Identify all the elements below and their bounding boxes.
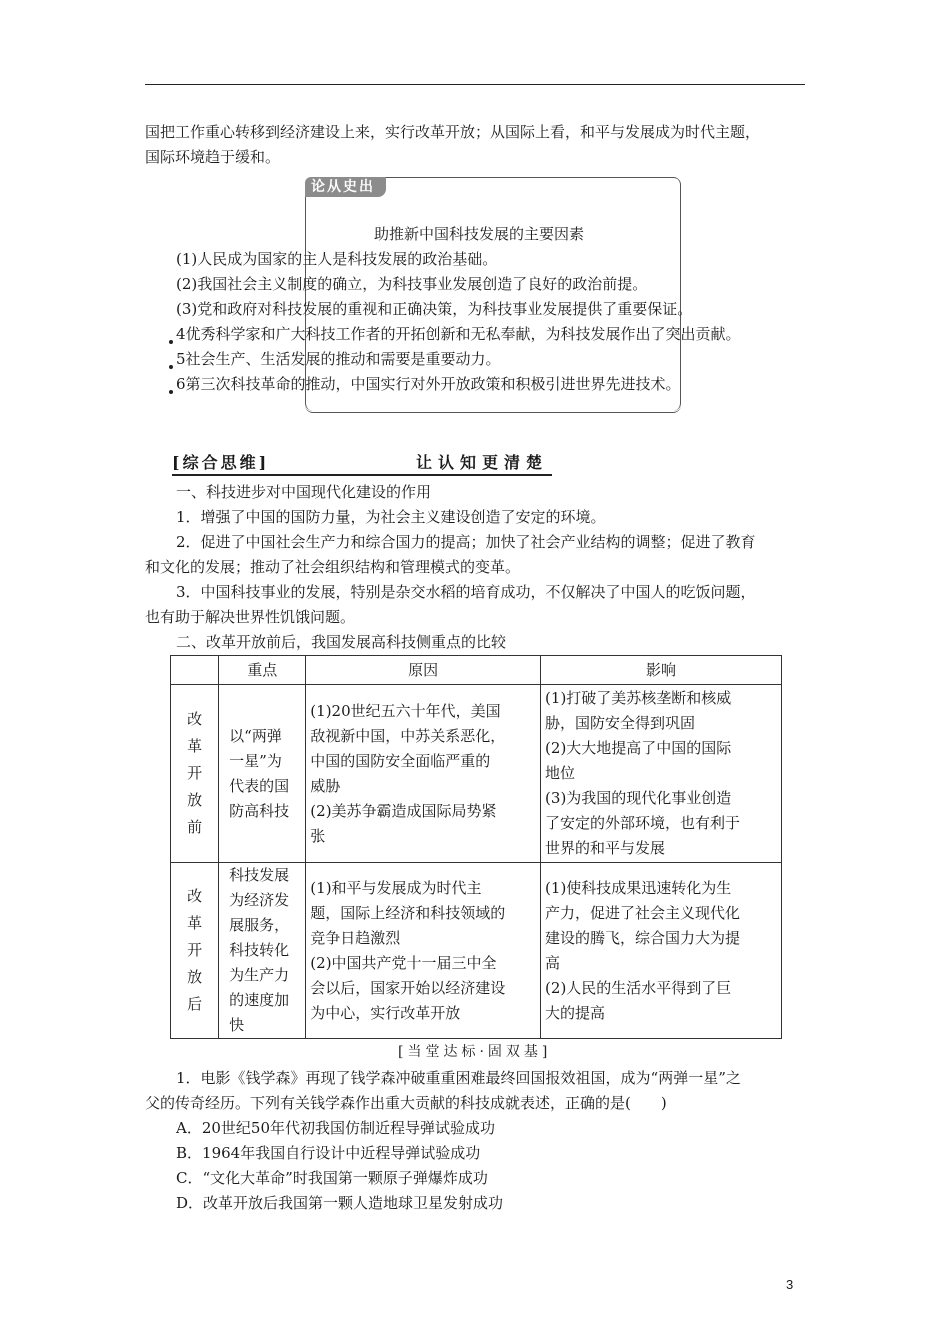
box-title: 助推新中国科技发展的主要因素 xyxy=(374,225,585,243)
option-d[interactable]: D．改革开放后我国第一颗人造地球卫星发射成功 xyxy=(176,1194,504,1212)
cell-line: 以“两弹 xyxy=(229,726,282,745)
period-char: 改 xyxy=(187,710,203,728)
focus-cell xyxy=(219,685,306,863)
cell-line: 为中心，实行改革开放 xyxy=(310,1003,461,1022)
period-cell xyxy=(171,863,219,1039)
period-cell xyxy=(171,685,219,863)
question-1a: 1．电影《钱学森》再现了钱学森冲破重重困难最终回国报效祖国，成为“两弹一星”之 xyxy=(176,1069,741,1087)
cell-line: 了安定的外部环境，也有利于 xyxy=(545,814,741,832)
subheading-1: 一、科技进步对中国现代化建设的作用 xyxy=(176,483,432,501)
option-a[interactable]: A．20世纪50年代初我国仿制近程导弹试验成功 xyxy=(176,1119,496,1137)
cell-line: (1)使科技成果迅速转化为生 xyxy=(545,878,732,897)
cell-line: 大的提高 xyxy=(545,1003,606,1022)
cell-line: 的速度加 xyxy=(229,991,290,1009)
comparison-table xyxy=(170,655,782,1039)
box-item-2: (2)我国社会主义制度的确立，为科技事业发展创造了良好的政治前提。 xyxy=(176,275,648,293)
box-frame-bottom xyxy=(305,402,681,413)
cell-line: 快 xyxy=(229,1016,245,1034)
cell-line: (1)打破了美苏核垄断和核威 xyxy=(545,689,732,707)
page-number: 3 xyxy=(786,1277,794,1292)
cell-line: 高 xyxy=(545,953,561,972)
bullet-dot xyxy=(169,390,173,394)
period-char: 后 xyxy=(187,995,203,1013)
cell-line: 胁，国防安全得到巩固 xyxy=(545,714,696,732)
cell-line: 题，国际上经济和科技领域的 xyxy=(310,903,506,922)
cell-line: 一星”为 xyxy=(229,751,282,770)
period-char: 放 xyxy=(187,791,203,809)
cell-line: (1)和平与发展成为时代主 xyxy=(310,878,482,897)
cell-line: 地位 xyxy=(545,764,576,782)
cell-line: 威胁 xyxy=(310,776,341,795)
section-underline xyxy=(172,474,552,476)
header-rule xyxy=(145,84,805,85)
cell-line: (2)中国共产党十一届三中全 xyxy=(310,953,497,972)
cell-line: 为生产力 xyxy=(229,966,290,984)
effect-cell xyxy=(541,685,782,863)
intro-line-1: 国把工作重心转移到经济建设上来，实行改革开放；从国际上看，和平与发展成为时代主题， xyxy=(145,123,761,141)
period-char: 前 xyxy=(187,818,203,836)
cell-line: 科技转化 xyxy=(229,941,290,959)
question-1b: 父的传奇经历。下列有关钱学森作出重大贡献的科技成就表述，正确的是( ) xyxy=(145,1094,667,1112)
cell-line: 科技发展 xyxy=(229,866,290,884)
header-cell: 影响 xyxy=(541,656,782,685)
period-char: 改 xyxy=(187,887,203,905)
reason-cell xyxy=(306,863,541,1039)
box-item-6: 6第三次科技革命的推动，中国实行对外开放政策和积极引进世界先进技术。 xyxy=(176,375,681,393)
section-label: [综合思维] xyxy=(172,453,270,472)
focus-cell xyxy=(219,863,306,1039)
section-heading xyxy=(172,452,552,476)
box-item-3: (3)党和政府对科技发展的重视和正确决策，为科技事业发展提供了重要保证。 xyxy=(176,300,693,318)
table-header-row xyxy=(171,656,782,685)
cell-line: 为经济发 xyxy=(229,891,290,909)
option-c[interactable]: C．“文化大革命”时我国第一颗原子弹爆炸成功 xyxy=(176,1169,488,1187)
cell-line: 防高科技 xyxy=(229,801,290,820)
cell-line: 建设的腾飞，综合国力大为提 xyxy=(545,928,741,947)
cell-line: 中国的国防安全面临严重的 xyxy=(310,751,491,770)
bullet-dot xyxy=(169,340,173,344)
cell-line: (1)20世纪五六十年代，美国 xyxy=(310,701,501,720)
box-tag: 论从史出 xyxy=(305,177,386,197)
cell-line: (2)大大地提高了中国的国际 xyxy=(545,739,732,757)
period-char: 革 xyxy=(187,914,203,932)
cell-line: 产力，促进了社会主义现代化 xyxy=(545,903,741,922)
effect-cell xyxy=(541,863,782,1039)
section-slogan: 让认知更清楚 xyxy=(416,453,549,472)
cell-line: 代表的国 xyxy=(229,776,290,795)
table-row xyxy=(171,863,782,1039)
paragraph-3a: 3．中国科技事业的发展，特别是杂交水稻的培育成功，不仅解决了中国人的吃饭问题， xyxy=(176,583,756,601)
cell-line: 张 xyxy=(310,826,326,845)
header-cell: 重点 xyxy=(219,656,306,685)
cell-line: 敌视新中国，中苏关系恶化， xyxy=(310,726,506,745)
paragraph-2a: 2．促进了中国社会生产力和综合国力的提高；加快了社会产业结构的调整；促进了教育 xyxy=(176,533,756,551)
period-char: 放 xyxy=(187,968,203,986)
box-item-5: 5社会生产、生活发展的推动和需要是重要动力。 xyxy=(176,350,501,368)
cell-line: 世界的和平与发展 xyxy=(545,839,666,857)
exercise-tag: [当堂达标·固双基] xyxy=(398,1044,552,1060)
header-cell xyxy=(171,656,219,685)
table-row xyxy=(171,685,782,863)
paragraph-2b: 和文化的发展；推动了社会组织结构和管理模式的变革。 xyxy=(145,558,521,576)
period-char: 开 xyxy=(187,941,203,959)
cell-line: 竞争日趋激烈 xyxy=(310,928,401,947)
cell-line: 会以后，国家开始以经济建设 xyxy=(310,978,506,997)
reason-cell xyxy=(306,685,541,863)
subheading-2: 二、改革开放前后，我国发展高科技侧重点的比较 xyxy=(176,633,507,651)
paragraph-3b: 也有助于解决世界性饥饿问题。 xyxy=(145,608,356,626)
box-item-1: (1)人民成为国家的主人是科技发展的政治基础。 xyxy=(176,250,498,268)
cell-line: (3)为我国的现代化事业创造 xyxy=(545,789,732,807)
period-char: 开 xyxy=(187,764,203,782)
cell-line: (2)人民的生活水平得到了巨 xyxy=(545,978,732,997)
cell-line: (2)美苏争霸造成国际局势紧 xyxy=(310,801,497,820)
cell-line: 展服务， xyxy=(229,916,290,934)
period-char: 革 xyxy=(187,737,203,755)
bullet-dot xyxy=(169,365,173,369)
paragraph-1: 1．增强了中国的国防力量，为社会主义建设创造了安定的环境。 xyxy=(176,508,606,526)
intro-line-2: 国际环境趋于缓和。 xyxy=(145,148,281,166)
box-item-4: 4优秀科学家和广大科技工作者的开拓创新和无私奉献，为科技发展作出了突出贡献。 xyxy=(176,325,741,343)
header-cell: 原因 xyxy=(306,656,541,685)
option-b[interactable]: B．1964年我国自行设计中近程导弹试验成功 xyxy=(176,1144,481,1162)
